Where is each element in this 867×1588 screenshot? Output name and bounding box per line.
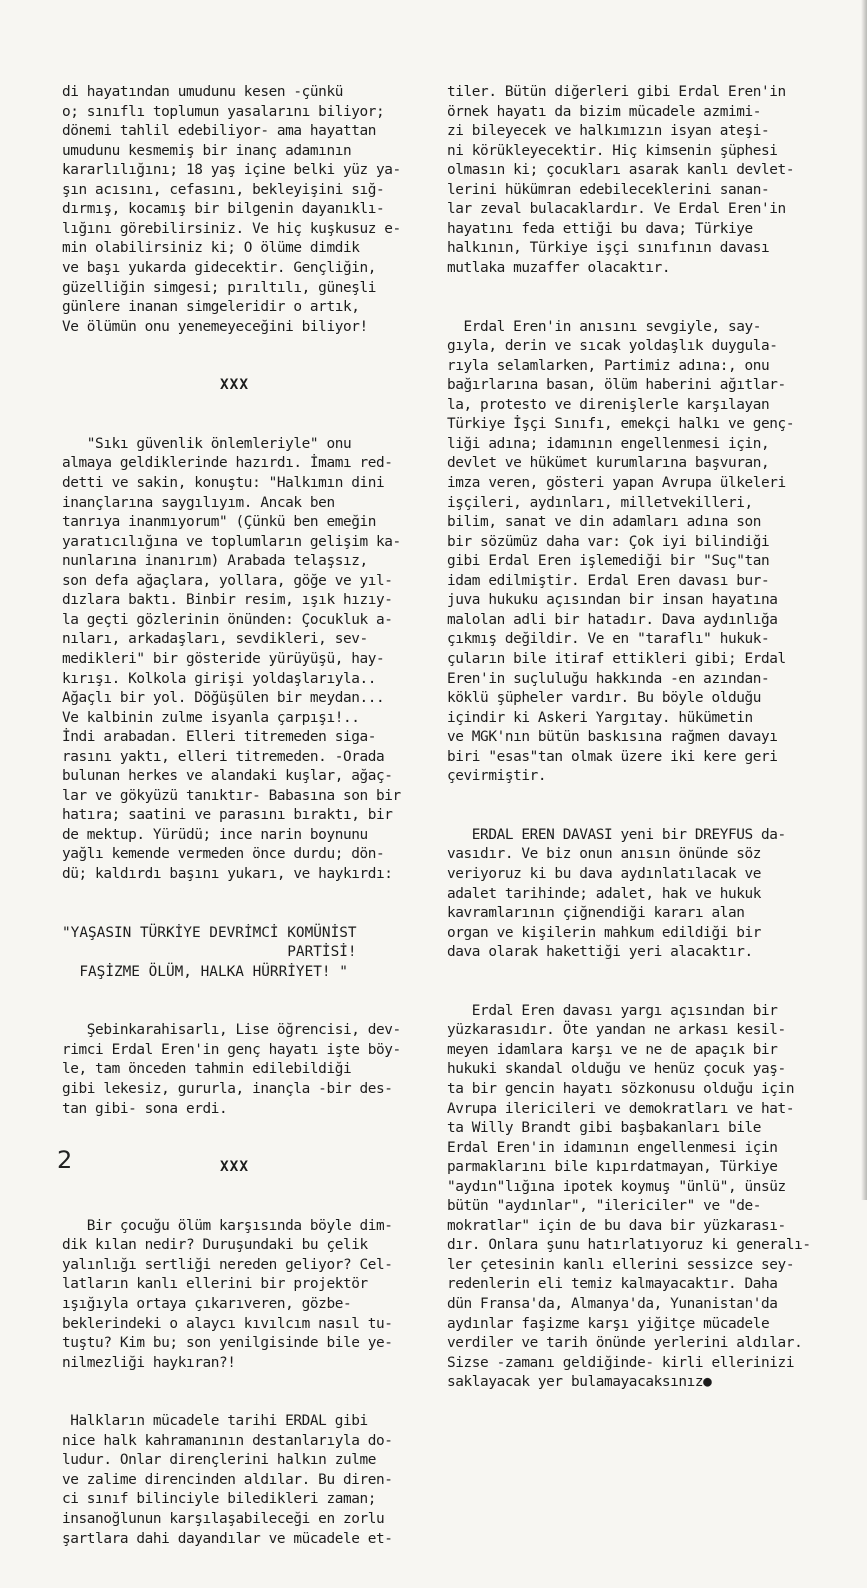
slogan-line: FAŞİZME ÖLÜM, HALKA HÜRRİYET! " xyxy=(62,963,348,980)
text-line: Eren'in suçluluğu hakkında -en azından- xyxy=(447,670,770,687)
text-line: Ve kalbinin zulme isyanla çarpışı!.. xyxy=(62,709,360,726)
paragraph xyxy=(62,435,430,885)
paragraph xyxy=(447,826,842,963)
text-line: rıyla selamlarken, Partimiz adına:, onu xyxy=(447,357,770,374)
text-line: Halkların mücadele tarihi ERDAL gibi xyxy=(62,1413,368,1430)
text-line: örnek hayatı da bizim mücadele azmimi- xyxy=(447,103,762,120)
text-line: medikleri" bir gösteride yürüyüşü, hay- xyxy=(62,650,385,667)
text-line: meyen idamlara karşı ve ne de apaçık bir xyxy=(447,1041,778,1058)
text-line: ta bir gencin hayatı sözkonusu olduğu için xyxy=(447,1080,795,1097)
text-line: devlet ve hükümet kurumlarına başvuran, xyxy=(447,455,770,472)
text-line: gibi Erdal Eren işlemediği bir "Suç"tan xyxy=(447,553,770,570)
text-line: verdiler ve tarih önünde yerlerini aldılar. xyxy=(447,1335,803,1352)
text-line: aydınlar faşizme karşı yiğitçe mücadele xyxy=(447,1315,770,1332)
text-line: halkının, Türkiye işçi sınıfının davası xyxy=(447,240,770,257)
text-line: biri "esas"tan olmak üzere iki kere geri xyxy=(447,748,778,765)
text-line: olmasın ki; çocukları asarak kanlı devlet- xyxy=(447,162,795,179)
section-separator: XXX xyxy=(220,1159,249,1176)
text-line: tiler. Bütün diğerleri gibi Erdal Eren'in xyxy=(447,84,786,101)
text-line: dızlara baktı. Binbir resim, ışık hızıy- xyxy=(62,592,393,609)
text-line: Sizse -zamanı geldiğinde- kirli ellerinizi xyxy=(447,1354,795,1371)
text-line: Avrupa ilericileri ve demokratları ve hat- xyxy=(447,1100,795,1117)
text-line: gıyla, derin ve sıcak yoldaşlık duygula- xyxy=(447,338,778,355)
paragraph xyxy=(447,83,842,278)
text-line: tanrıya inanmıyorum" (Çünkü ben emeğin xyxy=(62,514,377,531)
text-line: dava olarak hakettiği yeri alacaktır. xyxy=(447,944,753,961)
text-line: dırmış, kocamış bir bilgenin dayanıklı- xyxy=(62,201,385,218)
paragraph xyxy=(447,1002,842,1393)
text-line: kavramlarının çiğnendiği kararı alan xyxy=(447,905,745,922)
text-line: hayatını feda ettiği bu dava; Türkiye xyxy=(447,220,753,237)
text-line: kırışı. Kolkola girişi yoldaşlarıyla.. xyxy=(62,670,377,687)
text-line: Ağaçlı bir yol. Döğüşülen bir meydan... xyxy=(62,690,385,707)
slogan-line: PARTİSİ! xyxy=(62,944,357,961)
text-line: mokratlar" için de bu dava bir yüzkarası- xyxy=(447,1217,786,1234)
right-column xyxy=(447,44,842,1432)
paragraph xyxy=(62,1021,430,1119)
text-line: günlere inanan simgeleridir o artık, xyxy=(62,299,360,316)
text-line: insanoğlunun karşılaşabileceği en zorlu xyxy=(62,1511,385,1528)
text-line: nunlarına inanırım) Arabada telaşsız, xyxy=(62,553,368,570)
text-line: dik kılan nedir? Duruşundaki bu çelik xyxy=(62,1237,368,1254)
text-line: ve zalime direncinden aldılar. Bu diren- xyxy=(62,1471,393,1488)
text-line: le, tam önceden tahmin edilebildiği xyxy=(62,1061,352,1078)
text-line: parmaklarını bile kıpırdatmayan, Türkiye xyxy=(447,1159,778,1176)
text-line: ışığıyla ortaya çıkarıveren, gözbe- xyxy=(62,1296,352,1312)
text-line: yaratıcılığına ve toplumların gelişim ka- xyxy=(62,533,401,550)
left-column xyxy=(62,44,430,1588)
text-line: ve başı yukarda gidecektir. Gençliğin, xyxy=(62,260,377,277)
text-line: bir sözümüz daha var: Çok iyi bilindiği xyxy=(447,533,770,550)
text-line: rimci Erdal Eren'in genç hayatı işte böy- xyxy=(62,1041,401,1058)
text-line: Türkiye İşçi Sınıfı, emekçi halkı ve genç- xyxy=(447,416,795,433)
text-line: redenlerin eli temiz kalmayacaktır. Daha xyxy=(447,1276,778,1293)
text-line: tuştu? Kim bu; son yenilgisinde bile ye- xyxy=(62,1335,393,1352)
text-line: ta Willy Brandt gibi başbakanları bile xyxy=(447,1120,762,1137)
text-line: çevirmiştir. xyxy=(447,768,547,785)
text-line: zi bileyecek ve halkımızın isyan ateşi- xyxy=(447,123,770,140)
paragraph xyxy=(62,83,430,337)
text-line: organ ve kişilerin mahkum edildiği bir xyxy=(447,924,762,941)
text-line: almaya geldiklerinde hazırdı. İmamı red- xyxy=(62,455,393,472)
text-line: nice halk kahramanının destanlarıyla do- xyxy=(62,1432,393,1449)
text-line: Erdal Eren'in anısını sevgiyle, say- xyxy=(447,318,762,335)
text-line: ci sınıf bilinciyle biledikleri zaman; xyxy=(62,1491,377,1508)
text-line: la geçti gözlerinin önünden: Çocukluk a- xyxy=(62,611,393,628)
text-line: juva hukuku açısından bir insan hayatına xyxy=(447,592,778,609)
text-line: di hayatından umudunu kesen -çünkü xyxy=(62,84,343,101)
paragraph xyxy=(447,318,842,787)
text-line: ludur. Onlar dirençlerini halkın zulme xyxy=(62,1452,377,1469)
text-line: çuların bile itiraf ettikleri gibi; Erdal xyxy=(447,650,786,667)
text-line: işçileri, aydınları, milletvekilleri, xyxy=(447,494,753,511)
text-line: beklerindeki o alaycı kıvılcım nasıl tu- xyxy=(62,1315,393,1332)
text-line: şın acısını, cefasını, bekleyişini sığ- xyxy=(62,181,385,198)
text-line: "Sıkı güvenlik önlemleriyle" onu xyxy=(62,435,352,452)
slogan-line: "YAŞASIN TÜRKİYE DEVRİMCİ KOMÜNİST xyxy=(62,924,357,941)
text-line: umudunu kesmemiş bir inanç adamının xyxy=(62,142,352,159)
text-line: kararlılığını; 18 yaş içine belki yüz ya- xyxy=(62,162,401,179)
text-line: nıları, arkadaşları, sevdikleri, sev- xyxy=(62,631,368,648)
text-line: Erdal Eren davası yargı açısından bir xyxy=(447,1002,778,1019)
text-line: lar ve gökyüzü tanıktır- Babasına son bir xyxy=(62,787,401,804)
page-edge-shadow xyxy=(861,0,867,1200)
text-line: lar zeval bulacaklardır. Ve Erdal Eren'in xyxy=(447,201,786,218)
paragraph xyxy=(62,1217,430,1373)
text-line: dır. Onlara şunu hatırlatıyoruz ki generalı- xyxy=(447,1237,811,1254)
text-line: veriyoruz ki bu dava aydınlatılacak ve xyxy=(447,865,762,882)
text-line: dü; kaldırdı başını yukarı, ve haykırdı: xyxy=(62,865,393,882)
text-line: hukuki skandal olduğu ve henüz çocuk yaş- xyxy=(447,1061,786,1078)
text-line: o; sınıflı toplumun yasalarını biliyor; xyxy=(62,103,385,120)
text-line: Erdal Eren'in idamının engellenmesi için xyxy=(447,1139,778,1156)
text-line: "aydın"lığına ipotek koymuş "ünlü", ünsüz xyxy=(447,1178,786,1195)
text-line: min olabilirsiniz ki; O ölüme dimdik xyxy=(62,240,360,257)
text-line: ni körükleyecektir. Hiç kimsenin şüphesi xyxy=(447,142,778,159)
text-line: ve MGK'nın bütün baskısına rağmen davayı xyxy=(447,729,778,746)
text-line: hatıra; saatini ve parasını bıraktı, bir xyxy=(62,807,393,824)
text-line: içindir ki Askeri Yargıtay. hükümetin xyxy=(447,709,753,726)
text-line: rasını yaktı, elleri titremeden. -Orada xyxy=(62,748,385,765)
text-line: bulunan herkes ve alandaki kuşlar, ağaç- xyxy=(62,768,393,785)
text-line: adalet tarihinde; adalet, hak ve hukuk xyxy=(447,885,762,902)
text-line: latların kanlı ellerini bir projektör xyxy=(62,1276,368,1293)
text-line: Ve ölümün onu yenemeyeceğini biliyor! xyxy=(62,318,368,335)
text-line: bilim, sanat ve din adamları adına son xyxy=(447,514,762,531)
text-line: köklü şüpheler vardır. Bu böyle olduğu xyxy=(447,690,762,707)
text-line: yüzkarasıdır. Öte yandan ne arkası kesil- xyxy=(447,1022,786,1039)
text-line: yağlı kemende vermeden önce durdu; dön- xyxy=(62,846,385,863)
text-line: gibi lekesiz, gururla, inançla -bir des- xyxy=(62,1080,393,1097)
slogan-quote xyxy=(62,924,430,983)
text-line: lığını görebilirsiniz. Ve hiç kuşkusuz e- xyxy=(62,220,401,237)
text-line: idam edilmiştir. Erdal Eren davası bur- xyxy=(447,572,770,589)
text-line: güzelliğin simgesi; pırıltılı, güneşli xyxy=(62,279,377,296)
text-line: saklayacak yer bulamayacaksınız● xyxy=(447,1374,712,1391)
text-line: ERDAL EREN DAVASI yeni bir DREYFUS da- xyxy=(447,826,786,843)
text-line: bağırlarına basan, ölüm haberini ağıtlar- xyxy=(447,377,786,394)
text-line: Bir çocuğu ölüm karşısında böyle dim- xyxy=(62,1217,393,1234)
text-line: yalınlığı sertliği nereden geliyor? Cel- xyxy=(62,1256,393,1273)
text-line: inançlarına saygılıyım. Ancak ben xyxy=(62,494,335,511)
text-line: liği adına; idamının engellenmesi için, xyxy=(447,435,770,452)
text-line: bütün "aydınlar", "ilericiler" ve "de- xyxy=(447,1198,762,1215)
text-line: imza veren, gösteri yapan Avrupa ülkeleri xyxy=(447,475,786,492)
text-line: dün Fransa'da, Almanya'da, Yunanistan'da xyxy=(447,1296,778,1312)
text-line: ler çetesinin kanlı ellerini sessizce sey- xyxy=(447,1256,795,1273)
text-line: detti ve sakin, konuştu: "Halkımın dini xyxy=(62,475,385,492)
text-line: la, protesto ve direnişlerle karşılayan xyxy=(447,396,770,413)
text-line: nilmezliği haykıran?! xyxy=(62,1354,236,1371)
text-line: de mektup. Yürüdü; ince narin boynunu xyxy=(62,826,368,843)
page-number: 2 xyxy=(57,1146,73,1174)
text-line: şartlara dahi dayandılar ve mücadele et- xyxy=(62,1530,393,1547)
text-line: son defa ağaçlara, yollara, göğe ve yıl- xyxy=(62,572,393,589)
paragraph xyxy=(62,1412,430,1549)
text-line: tan gibi- sona erdi. xyxy=(62,1100,228,1117)
text-line: İndi arabadan. Elleri titremeden siga- xyxy=(62,729,377,746)
text-line: mutlaka muzaffer olacaktır. xyxy=(447,260,671,277)
text-line: Şebinkarahisarlı, Lise öğrencisi, dev- xyxy=(62,1022,401,1039)
text-line: çıkmış değildir. Ve en "taraflı" hukuk- xyxy=(447,631,770,648)
section-separator: XXX xyxy=(220,377,249,394)
text-line: malolan adli bir hatadır. Dava aydınlığa xyxy=(447,611,778,628)
text-line: vasıdır. Ve biz onun anısın önünde söz xyxy=(447,846,762,863)
text-line: lerini hükümran edebileceklerini sanan- xyxy=(447,181,770,198)
text-line: dönemi tahlil edebiliyor- ama hayattan xyxy=(62,123,377,140)
